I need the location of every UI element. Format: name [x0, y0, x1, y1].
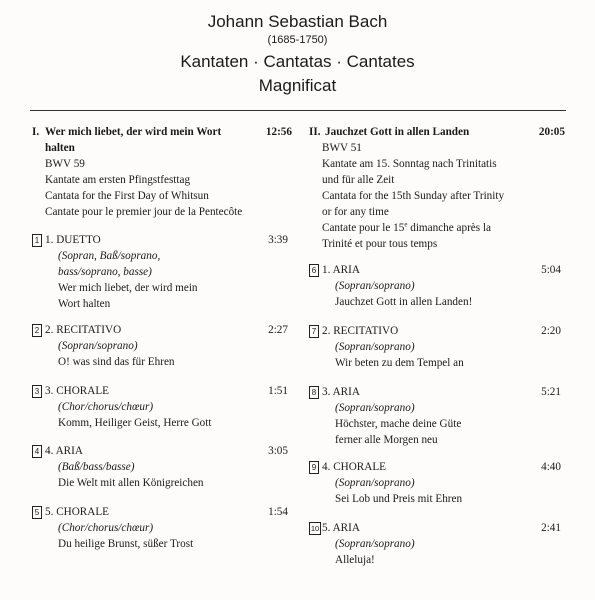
track-text: Du heilige Brunst, süßer Trost: [58, 538, 194, 550]
header-rule: [30, 110, 566, 111]
track-voices: (Baß/bass/basse): [58, 461, 135, 473]
cantata-occasion-fr: Cantate pour le premier jour de la Pentecôte: [45, 206, 243, 218]
track-number: 3: [32, 385, 42, 398]
track-text: Jauchzet Gott in allen Landen!: [335, 296, 473, 308]
track-duration: 2:27: [268, 324, 288, 336]
track-item: [309, 520, 567, 568]
track-title: 2. RECITATIVO: [322, 325, 399, 337]
track-item: [309, 262, 567, 310]
track-title: 4. CHORALE: [322, 461, 387, 473]
cantata-occasion-en: Cantata for the First Day of Whitsun: [45, 190, 209, 202]
cantata-occasion-fr: Cantate pour le 15e dimanche après la: [322, 220, 491, 234]
cantata-occasion-en: Cantata for the 15th Sunday after Trinity: [322, 190, 505, 202]
track-duration: 1:54: [268, 506, 288, 518]
track-item: [32, 443, 294, 491]
track-text: ferner alle Morgen neu: [335, 434, 438, 446]
composer-dates: (1685-1750): [267, 34, 328, 46]
cantata-title: Wer mich liebet, der wird mein Wort halten: [45, 126, 222, 154]
track-text: Höchster, mache deine Güte: [335, 418, 462, 430]
cantata-bwv: BWV 59: [45, 158, 85, 170]
track-title: 4. ARIA: [45, 445, 83, 457]
track-text: Wer mich liebet, der wird mein: [58, 282, 198, 294]
track-voices: (Sopran/soprano): [335, 402, 415, 414]
track-number: 6: [309, 264, 319, 277]
track-number: 2: [32, 324, 42, 337]
track-title: 1. ARIA: [322, 264, 360, 276]
track-item: [32, 504, 294, 552]
track-item: [32, 232, 294, 312]
track-duration: 1:51: [268, 385, 288, 397]
track-number: 9: [309, 461, 319, 474]
cantata-occasion-fr: Trinité et pour tous temps: [322, 238, 438, 250]
track-text: O! was sind das für Ehren: [58, 356, 175, 368]
track-voices: (Sopran/soprano): [335, 341, 415, 353]
track-title: 2. RECITATIVO: [45, 324, 122, 336]
track-number: 4: [32, 445, 42, 458]
cantata-bwv: BWV 51: [322, 142, 362, 154]
track-item: [32, 322, 294, 370]
track-text: Alleluja!: [335, 554, 375, 566]
track-item: [309, 323, 567, 371]
cantata-column-right: [309, 124, 567, 566]
track-duration: 2:41: [541, 522, 561, 534]
track-duration: 5:21: [541, 386, 561, 398]
track-number: 10: [310, 524, 320, 533]
track-text: Sei Lob und Preis mit Ehren: [335, 493, 463, 505]
track-duration: 4:40: [541, 461, 561, 473]
track-title: 1. DUETTO: [45, 234, 101, 246]
cantata-number: II.: [309, 126, 321, 138]
track-voices: (Chor/chorus/chœur): [58, 522, 154, 534]
track-title: 5. ARIA: [322, 522, 360, 534]
cantata-duration: 12:56: [265, 126, 292, 138]
track-number: 7: [309, 325, 319, 338]
collection-title: Kantaten · Cantatas · Cantates: [180, 52, 415, 71]
cantata-duration: 20:05: [538, 126, 565, 138]
track-item: [309, 384, 567, 448]
track-voices: (Sopran/soprano): [335, 477, 415, 489]
cantata-title: Jauchzet Gott in allen Landen: [325, 126, 470, 138]
cantata-number: I.: [32, 126, 40, 138]
cantata-occasion-de: Kantate am 15. Sonntag nach Trinitatis: [322, 158, 497, 170]
track-text: Komm, Heiliger Geist, Herre Gott: [58, 417, 212, 429]
composer-name: Johann Sebastian Bach: [207, 12, 388, 31]
track-number: 5: [32, 506, 42, 519]
cantata-column-left: [32, 124, 294, 550]
track-voices: bass/soprano, basse): [58, 266, 152, 278]
track-title: 5. CHORALE: [45, 506, 110, 518]
cantata-heading: [309, 124, 567, 140]
track-number: 1: [32, 234, 42, 247]
track-duration: 5:04: [541, 264, 561, 276]
track-duration: 3:39: [268, 234, 288, 246]
track-voices: (Sopran/soprano): [58, 340, 138, 352]
track-voices: (Sopran/soprano): [335, 538, 415, 550]
cantata-occasion-de: Kantate am ersten Pfingstfesttag: [45, 174, 191, 186]
track-text: Wort halten: [58, 298, 111, 310]
track-voices: (Sopran, Baß/soprano,: [58, 250, 161, 262]
track-text: Wir beten zu dem Tempel an: [335, 357, 464, 369]
track-text: Die Welt mit allen Königreichen: [58, 477, 204, 489]
track-title: 3. CHORALE: [45, 385, 110, 397]
track-item: [32, 383, 294, 431]
track-voices: (Sopran/soprano): [335, 280, 415, 292]
track-title: 3. ARIA: [322, 386, 360, 398]
collection-subtitle: Magnificat: [258, 76, 337, 95]
cantata-occasion-de: und für alle Zeit: [322, 174, 395, 186]
cantata-heading: [32, 124, 294, 156]
track-voices: (Chor/chorus/chœur): [58, 401, 154, 413]
track-item: [309, 459, 567, 507]
track-number: 8: [309, 386, 319, 399]
cantata-occasion-en: or for any time: [322, 206, 389, 218]
track-duration: 3:05: [268, 445, 288, 457]
track-duration: 2:20: [541, 325, 561, 337]
